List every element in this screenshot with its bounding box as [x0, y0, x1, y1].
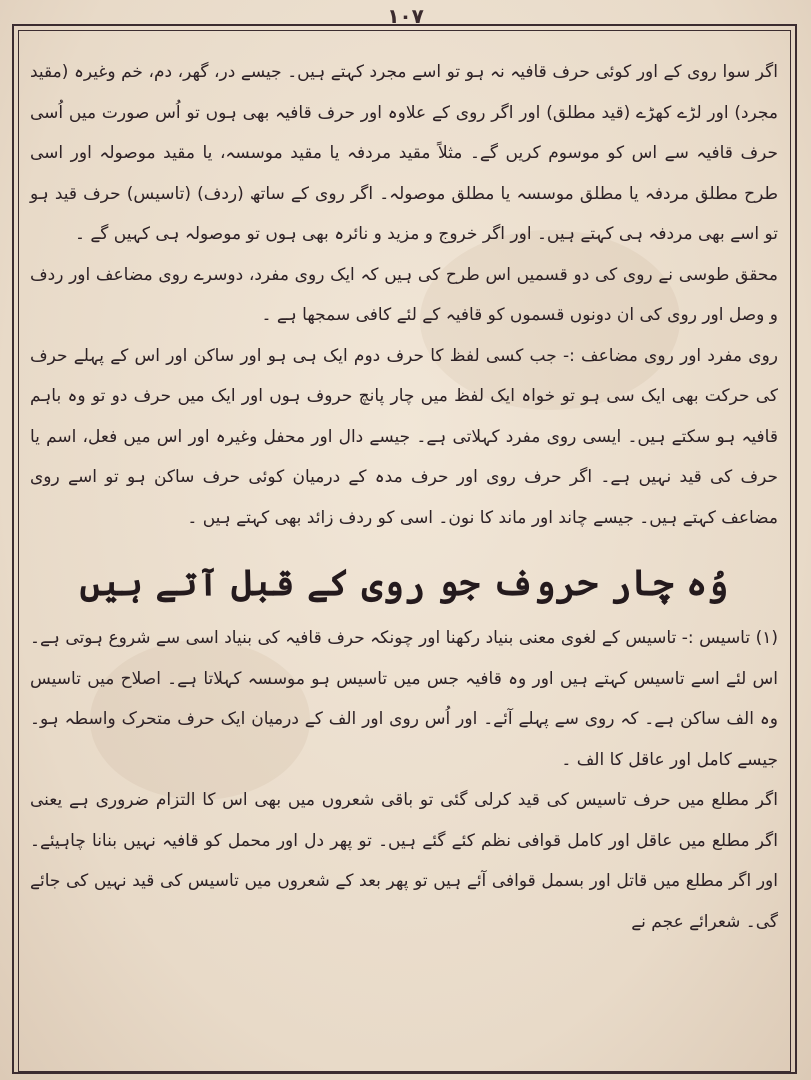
paragraph-tasis: (۱) تاسیس :- تاسیس کے لغوی معنی بنیاد رکھنا اور چونکہ حرف قافیہ کی بنیاد اسی سے شروع ہوتی ہے۔ اس لئے اسے تاسیس کہتے ہیں اور وہ قافیہ جس میں تاسیس ہو موسسہ کہلاتا ہے۔ اصلاح میں تاسیس وہ الف ساکن ہے۔ کہ روی سے پہلے آئے۔ اور اُس روی اور الف کے درمیان ایک حرف متحرک واسطہ ہو۔ جیسے کامل اور عاقل کا الف ۔: [30, 628, 778, 770]
paragraph-matla: اگر مطلع میں حرف تاسیس کی قید کرلی گئی تو باقی شعروں میں بھی اس کا التزام ضروری ہے یعنی اگر مطلع میں عاقل اور کامل قوافی نظم کئے گئے ہیں۔ تو پھر دل اور محمل کو قافیہ نہیں بنانا چاہیئے۔ اور اگر مطلع میں قاتل اور بسمل قوافی آئے ہیں تو پھر بعد کے شعروں میں تاسیس کی قید نہیں کی جائے گی۔ شعرائے عجم نے: [30, 790, 778, 932]
paragraph-mujarrad: اگر سوا روی کے اور کوئی حرف قافیہ نہ ہو تو اسے مجرد کہتے ہیں۔ جیسے در، گھر، دم، خم وغیرہ (مقید مجرد) اور لڑے کھڑے (قید مطلق) اور اگر روی کے علاوہ اور حرف قافیہ بھی ہوں تو اُس صورت میں اُسی حرف قافیہ سے اس کو موسوم کریں گے۔ مثلاً مقید مردفہ یا مقید موسسہ، یا مقید موصولہ اور اسی طرح مطلق مردفہ یا مطلق موسسہ یا مطلق موصولہ۔ اگر روی کے ساتھ (ردف) (تاسیس) حرف قید ہو تو اسے بھی مردفہ ہی کہتے ہیں۔ اور اگر خروج و مزید و نائرہ بھی ہوں تو موصولہ ہی کہیں گے ۔: [30, 62, 778, 244]
page-number: ۱۰۷: [387, 4, 424, 28]
paragraph-muhaqqiq-tusi: محقق طوسی نے روی کی دو قسمیں اس طرح کی ہیں کہ ایک روی مفرد، دوسرے روی مضاعف اور ردف و وصل اور روی کی ان دونوں قسموں کو قافیہ کے لئے کافی سمجھا ہے ۔: [30, 264, 778, 325]
paragraph-ravi-mufrad-muzaaf: روی مفرد اور روی مضاعف :- جب کسی لفظ کا حرف دوم ایک ہی ہو اور ساکن اور اس کے پہلے حرف کی حرکت بھی ایک سی ہو تو خواہ ایک لفظ میں چار پانچ حروف ہوں اور ایک میں حرف دو تو وہ باہم قافیہ ہو سکتے ہیں۔ ایسی روی مفرد کہلاتی ہے۔ جیسے دال اور محفل وغیرہ اور اس میں فعل، اسم یا حرف کی قید نہیں ہے۔ اگر حرف روی اور حرف مدہ کے درمیان کوئی حرف ساکن ہو تو اسے روی مضاعف کہتے ہیں۔ جیسے چاند اور ماند کا نون۔ اسی کو ردف زائد بھی کہتے ہیں ۔: [30, 345, 778, 528]
section-heading: وُہ چار حروف جو روی کے قبل آتے ہیں: [79, 562, 729, 604]
page-text-block: [30, 52, 778, 1072]
